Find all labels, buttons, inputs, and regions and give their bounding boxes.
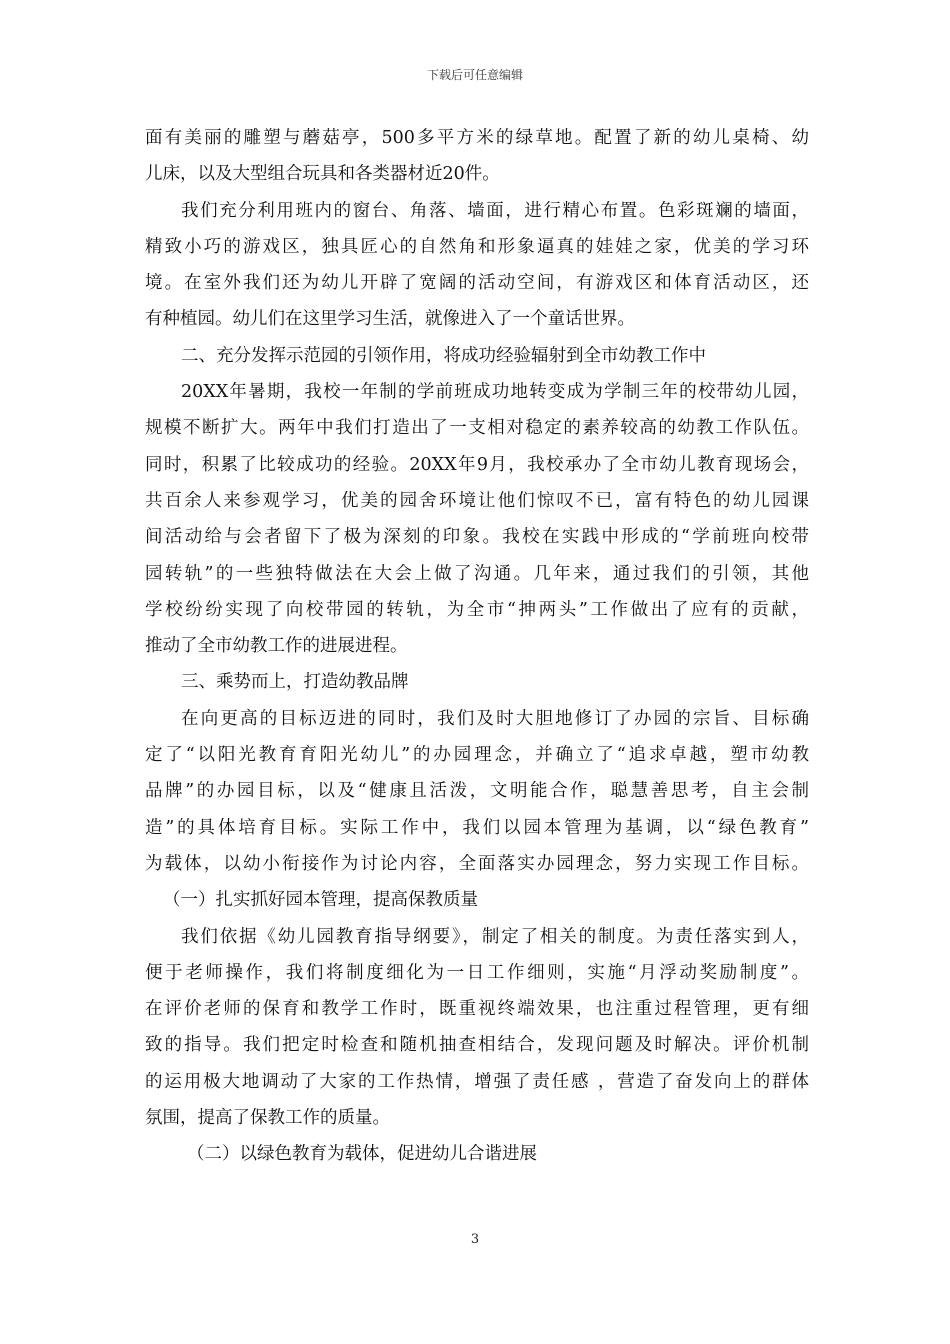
text-line: 在向更高的目标迈进的同时，我们及时大胆地修订了办园的宗旨、目标确: [181, 708, 809, 729]
text-line: 我们充分利用班内的窗台、角落、墙面，进行精心布置。色彩斑斓的墙面，: [181, 200, 809, 221]
text-line: 20XX年暑期，我校一年制的学前班成功地转变成为学制三年的校带幼儿园，: [181, 382, 809, 403]
text-line: 精致小巧的游戏区，独具匠心的自然角和形象逼真的娃娃之家，优美的学习环: [145, 236, 809, 257]
text-line: 的运用极大地调动了大家的工作热情，增强了责任感 ，营造了奋发向上的群体: [145, 1071, 809, 1092]
text-line: 同时，积累了比较成功的经验。20XX年9月，我校承办了全市幼儿教育现场会，: [145, 454, 809, 475]
page-number: 3: [470, 1232, 480, 1247]
text-line: 定了“以阳光教育育阳光幼儿”的办园理念，并确立了“追求卓越，塑市幼教: [145, 745, 809, 766]
text-line: 造”的具体培育目标。实际工作中，我们以园本管理为基调，以“绿色教育”: [145, 817, 809, 838]
text-line: 为载体，以幼小衔接作为讨论内容，全面落实办园理念，努力实现工作目标。: [145, 853, 809, 874]
subsection-heading: （一）扎实抓好园本管理，提高保教质量: [163, 890, 478, 911]
page-header: 下载后可任意编辑: [426, 68, 523, 82]
text-line: 氛围，提高了保教工作的质量。: [145, 1108, 390, 1129]
section-heading: 三、乘势而上，打造幼教品牌: [181, 672, 409, 693]
text-line: 便于老师操作，我们将制度细化为一日工作细则，实施“月浮动奖励制度”。: [145, 962, 809, 983]
text-line: 学校纷纷实现了向校带园的转轨，为全市“抻两头”工作做出了应有的贡献，: [145, 599, 809, 620]
subsection-heading: （二）以绿色教育为载体，促进幼儿合谐进展: [187, 1144, 537, 1165]
text-line: 在评价老师的保育和教学工作时，既重视终端效果，也注重过程管理，更有细: [145, 999, 809, 1020]
text-line: 推动了全市幼教工作的进展进程。: [145, 636, 408, 657]
text-line: 规模不断扩大。两年中我们打造出了一支相对稳定的素养较高的幼教工作队伍。: [145, 418, 809, 439]
document-body: [145, 120, 809, 1173]
text-line: 园转轨”的一些独特做法在大会上做了沟通。几年来，通过我们的引领，其他: [145, 563, 809, 584]
text-line: 面有美丽的雕塑与蘑菇亭，500多平方米的绿草地。配置了新的幼儿桌椅、幼: [145, 128, 809, 148]
text-line: 儿床，以及大型组合玩具和各类器材近20件。: [145, 164, 500, 185]
text-line: 境。在室外我们还为幼儿开辟了宽阔的活动空间，有游戏区和体育活动区，还: [145, 273, 809, 294]
text-line: 品牌”的办园目标，以及“健康且活泼，文明能合作，聪慧善思考，自主会制: [145, 781, 809, 802]
text-line: 共百余人来参观学习，优美的园舍环境让他们惊叹不已，富有特色的幼儿园课: [145, 490, 809, 511]
text-line: 致的指导。我们把定时检查和随机抽查相结合，发现问题及时解决。评价机制: [145, 1035, 809, 1056]
text-line: 间活动给与会者留下了极为深刻的印象。我校在实践中形成的“学前班向校带: [145, 527, 809, 548]
section-heading: 二、充分发挥示范园的引领作用，将成功经验辐射到全市幼教工作中: [181, 345, 706, 366]
text-line: 有种植园。幼儿们在这里学习生活，就像进入了一个童话世界。: [145, 309, 635, 330]
text-line: 我们依据《幼儿园教育指导纲要》，制定了相关的制度。为责任落实到人，: [181, 926, 809, 947]
